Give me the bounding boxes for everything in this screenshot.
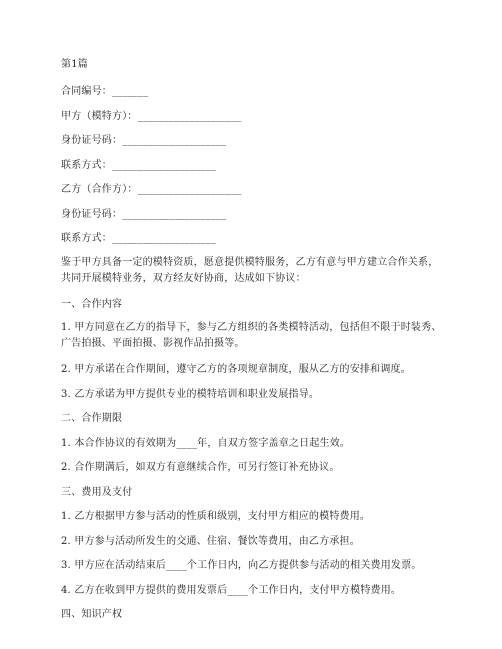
section-heading: 一、合作内容 xyxy=(61,299,123,310)
field-blank: ____________________ xyxy=(112,233,216,244)
field-label: 甲方（模特方）： xyxy=(61,111,138,122)
clause-item: 2. 甲方承诺在合作期间，遵守乙方的各项规章制度，服从乙方的安排和调度。 xyxy=(61,364,411,375)
clause-item: 3. 乙方承诺为甲方提供专业的模特培训和职业发展指导。 xyxy=(61,389,320,400)
clause-item: 1. 乙方根据甲方参与活动的性质和级别，支付甲方相应的模特费用。 xyxy=(61,511,371,522)
field-blank: ____________________ xyxy=(137,184,242,195)
field-label: 身份证号码： xyxy=(61,135,123,146)
contract-number-field xyxy=(61,84,148,99)
party-b-id-field xyxy=(61,207,226,222)
party-a-field xyxy=(61,109,242,124)
section-heading: 四、知识产权 xyxy=(61,609,123,620)
section-heading: 三、费用及支付 xyxy=(61,487,133,498)
field-blank: ____________________ xyxy=(122,135,227,146)
field-label: 身份证号码： xyxy=(61,209,123,220)
intro-paragraph: 鉴于甲方具备一定的模特资质，愿意提供模特服务，乙方有意与甲方建立合作关系，共同开展模特业务，双方经友好协商，达成如下协议： xyxy=(61,257,439,284)
party-a-contact-field xyxy=(61,158,216,173)
clause-item: 3. 甲方应在活动结束后____个工作日内，向乙方提供参与活动的相关费用发票。 xyxy=(61,560,422,571)
field-label: 联系方式： xyxy=(61,160,112,171)
party-a-id-field xyxy=(61,133,226,148)
section-heading: 二、合作期限 xyxy=(61,413,123,424)
field-blank: ____________________ xyxy=(122,209,227,220)
field-blank: _______ xyxy=(112,86,149,97)
field-blank: ____________________ xyxy=(112,160,216,171)
field-label: 乙方（合作方）： xyxy=(61,184,138,195)
clause-item: 1. 甲方同意在乙方的指导下，参与乙方组织的各类模特活动，包括但不限于时装秀、广告拍摄、平面拍摄、影视作品拍摄等。 xyxy=(61,322,442,349)
clause-item: 2. 合作期满后，如双方有意继续合作，可另行签订补充协议。 xyxy=(61,462,340,473)
clause-item: 4. 乙方在收到甲方提供的费用发票后____个工作日内，支付甲方模特费用。 xyxy=(61,585,402,596)
party-b-field xyxy=(61,182,242,197)
field-blank: ____________________ xyxy=(137,111,242,122)
part-label: 第1篇 xyxy=(61,59,88,70)
field-label: 联系方式： xyxy=(61,233,112,244)
clause-item: 1. 本合作协议的有效期为____年，自双方签字盖章之日起生效。 xyxy=(61,438,351,449)
clause-item: 2. 甲方参与活动所发生的交通、住宿、餐饮等费用，由乙方承担。 xyxy=(61,536,360,547)
field-label: 合同编号： xyxy=(61,86,112,97)
party-b-contact-field xyxy=(61,231,216,246)
